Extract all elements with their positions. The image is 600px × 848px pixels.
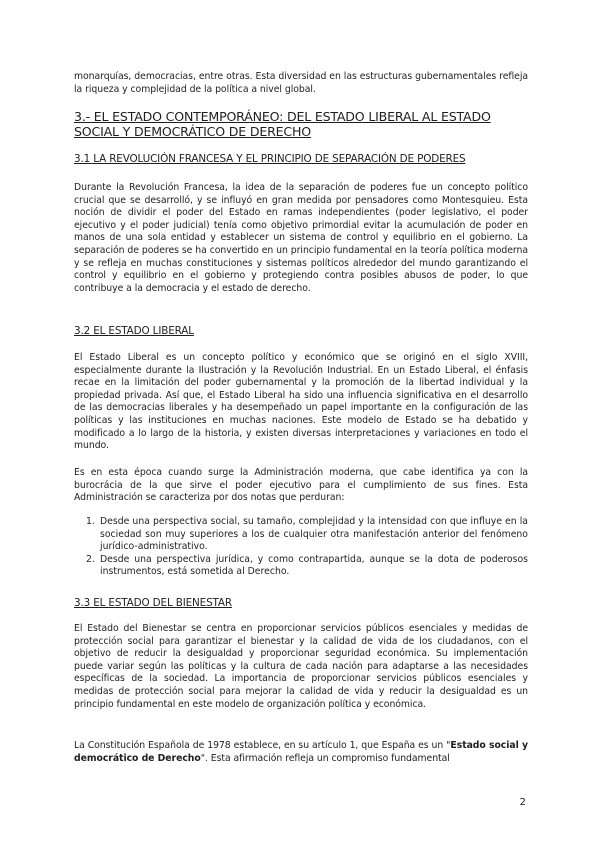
list-item-number: 2. xyxy=(86,553,95,565)
section-3-3-heading: 3.3 EL ESTADO DEL BIENESTAR xyxy=(74,597,232,609)
section-3-1-heading: 3.1 LA REVOLUCIÓN FRANCESA Y EL PRINCIPIO DE SEPARACIÓN DE PODERES xyxy=(74,153,466,165)
list-item xyxy=(74,516,528,554)
list-item xyxy=(74,554,528,579)
section-3-2-paragraph-1: El Estado Liberal es un concepto político y económico que se originó en el siglo XVIII, especialmente durante la Ilustración y la Revolución Industrial. En un Estado Liberal, el énfasis recae en la limitación del poder gubernamental y la promoción de la libertad individual y la propiedad privada. Así que, el Estado Liberal ha sido una influencia significativa en el desarrollo de las democracias liberales y ha desempeñado un papel importante en la configuración de las políticas y las instituciones en muchas naciones. Este modelo de Estado se ha debatido y modificado a lo largo de la historia, y existen diversas interpretaciones y variaciones en todo el mundo. xyxy=(74,352,528,452)
constitution-bold-phrase: Estado social y democrático de Derecho xyxy=(74,740,528,764)
section-3-heading: 3.- EL ESTADO CONTEMPORÁNEO: DEL ESTADO LIBERAL AL ESTADO SOCIAL Y DEMOCRÁTICO DE DERECHO xyxy=(74,109,491,139)
section-3-2-paragraph-2: Es en esta época cuando surge la Administración moderna, que cabe identifica ya con la burocrácia de la que sirve el poder ejecutivo para el cumplimiento de sus fines. Esta Administración se caracteriza por dos notas que perduran: xyxy=(74,467,528,504)
characteristics-list xyxy=(74,516,528,579)
list-item-number: 1. xyxy=(86,516,95,527)
section-3-3-paragraph-2 xyxy=(74,740,528,765)
intro-paragraph: monarquías, democracias, entre otras. Esta diversidad en las estructuras gubernamentales refleja la riqueza y complejidad de la política a nivel global. xyxy=(74,71,528,95)
constitution-text-start: La Constitución Española de 1978 establece, en su artículo 1, que España es un " xyxy=(74,740,451,751)
section-3-1-paragraph: Durante la Revolución Francesa, la idea de la separación de poderes fue un concepto político crucial que se desarrolló, y se influyó en gran medida por pensadores como Montesquieu. Esta noción de dividir el poder del Estado en ramas independientes (poder legislativo, el poder ejecutivo y el poder judicial) tenía como objetivo primordial evitar la acumulación de poder en manos de una sola entidad y establecer un sistema de control y equilibrio en el gobierno. La separación de poderes se ha convertido en un principio fundamental en la teoría política moderna y se refleja en muchas constituciones y sistemas políticos alrededor del mundo garantizando el control y equilibrio en el gobierno y protegiendo contra posibles abusos de poder, lo que contribuye a la democracia y el estado de derecho. xyxy=(74,182,528,294)
list-item-text: Desde una perspectiva social, su tamaño, complejidad y la intensidad con que influye en la sociedad son muy superiores a los de cualquier otra manifestación anterior del fenómeno jurídico-administrativo. xyxy=(100,516,528,553)
section-3-3-paragraph-1: El Estado del Bienestar se centra en proporcionar servicios públicos esenciales y medidas de protección social para garantizar el bienestar y la calidad de vida de los ciudadanos, con el objetivo de reducir la desigualdad y proporcionar seguridad económica. Su implementación puede variar según las políticas y la cultura de cada nación para adaptarse a las necesidades específicas de la sociedad. La importancia de proporcionar servicios públicos esenciales y medidas de protección social para mejorar la calidad de vida y reducir la desigualdad es un principio fundamental en este modelo de organización política y económica. xyxy=(74,623,528,710)
list-item-text: Desde una perspectiva jurídica, y como contrapartida, aunque se la dota de poderosos instrumentos, está sometida al Derecho. xyxy=(100,553,528,578)
section-3-2-heading: 3.2 EL ESTADO LIBERAL xyxy=(74,325,194,337)
page-number: 2 xyxy=(519,797,526,808)
constitution-text-end: ". Esta afirmación refleja un compromiso fundamental xyxy=(200,752,450,764)
